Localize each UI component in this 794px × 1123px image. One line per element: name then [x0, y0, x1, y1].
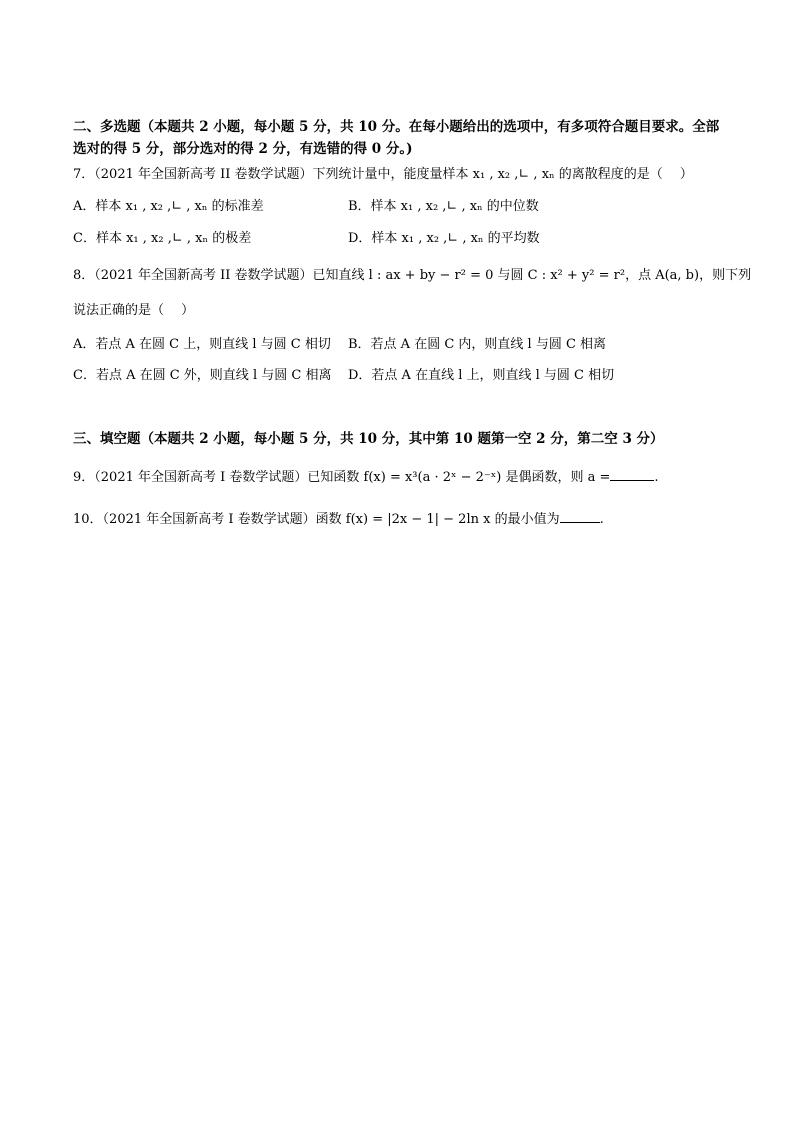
- question-9-tail: .: [654, 470, 659, 485]
- question-8-option-a: A．若点 A 在圆 C 上，则直线 l 与圆 C 相切: [73, 337, 331, 352]
- question-7-option-c: C．样本 x₁ , x₂ ,∟ , xₙ 的极差: [73, 231, 252, 246]
- section-2-heading-line-2: 选对的得 5 分，部分选对的得 2 分，有选错的得 0 分。): [73, 141, 413, 157]
- question-8-option-d: D．若点 A 在直线 l 上，则直线 l 与圆 C 相切: [348, 368, 615, 383]
- question-7-option-a: A．样本 x₁ , x₂ ,∟ , xₙ 的标准差: [73, 199, 264, 214]
- question-7-option-b: B．样本 x₁ , x₂ ,∟ , xₙ 的中位数: [348, 199, 539, 214]
- question-10-stem: 10．（2021 年全国新高考 I 卷数学试题）函数 f(x) = |2x − 1| − 2ln x 的最小值为: [73, 512, 560, 527]
- question-9-answer-blank: [610, 468, 654, 481]
- section-2-heading-line-1: 二、多选题（本题共 2 小题，每小题 5 分，共 10 分。在每小题给出的选项中，有多项符合题目要求。全部: [73, 119, 720, 135]
- question-7-option-d: D．样本 x₁ , x₂ ,∟ , xₙ 的平均数: [348, 231, 540, 246]
- question-10-answer-blank: [560, 510, 600, 523]
- section-3-heading: 三、填空题（本题共 2 小题，每小题 5 分，共 10 分，其中第 10 题第一空 2 分，第二空 3 分）: [73, 431, 664, 447]
- question-7-stem: 7．（2021 年全国新高考 II 卷数学试题）下列统计量中，能度量样本 x₁ , x₂ ,∟ , xₙ 的离散程度的是（ ）: [73, 167, 693, 182]
- question-8-stem-line-1: 8．（2021 年全国新高考 II 卷数学试题）已知直线 l : ax + by − r² = 0 与圆 C : x² + y² = r²，点 A(a, b)，则下列: [73, 268, 752, 283]
- question-8-option-b: B．若点 A 在圆 C 内，则直线 l 与圆 C 相离: [348, 337, 607, 352]
- question-10-tail: .: [599, 512, 604, 527]
- question-8-stem-line-2: 说法正确的是（ ）: [73, 303, 195, 318]
- question-10: [73, 510, 604, 529]
- question-9-stem: 9．（2021 年全国新高考 I 卷数学试题）已知函数 f(x) = x³(a · 2ˣ − 2⁻ˣ) 是偶函数，则 a =: [73, 470, 611, 485]
- question-8-option-c: C．若点 A 在圆 C 外，则直线 l 与圆 C 相离: [73, 368, 332, 383]
- question-9: [73, 468, 659, 487]
